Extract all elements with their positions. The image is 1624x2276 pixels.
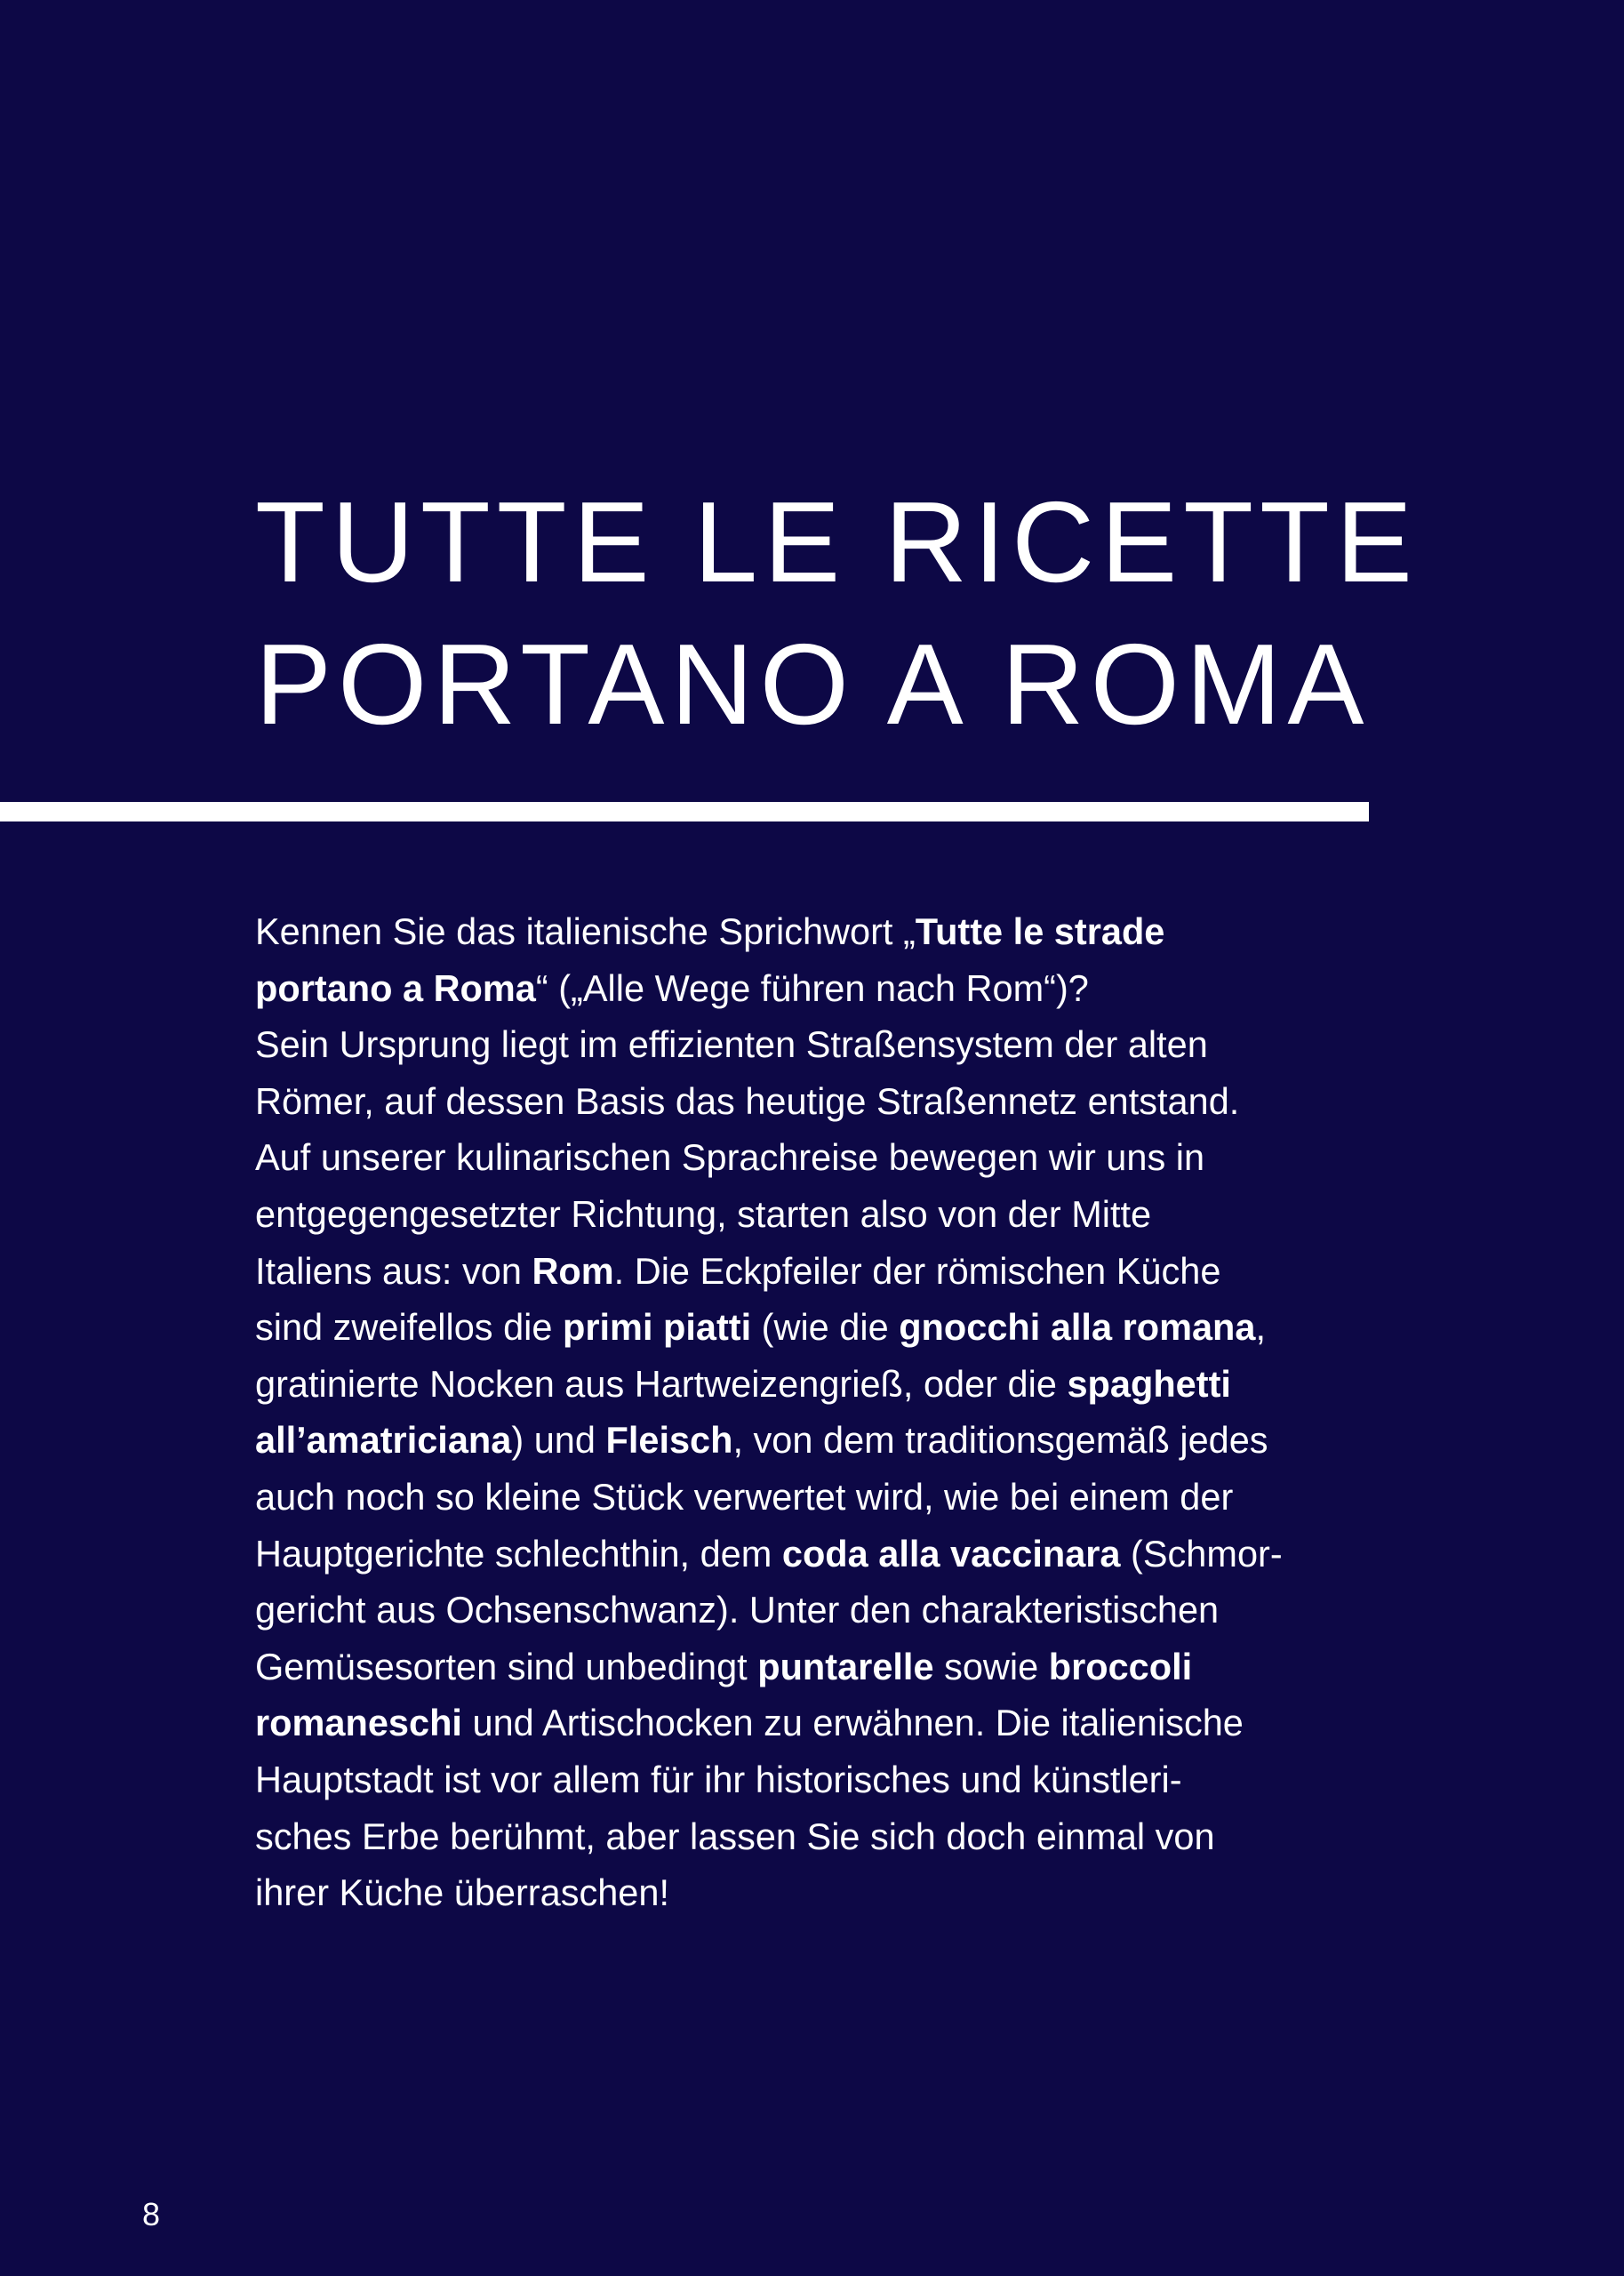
title-line-1: TUTTE LE RICETTE bbox=[255, 478, 1419, 606]
bold-term: gnocchi alla romana bbox=[899, 1306, 1256, 1349]
bold-term: broccoli bbox=[1048, 1645, 1193, 1687]
text-run: ihrer Küche überraschen! bbox=[255, 1871, 669, 1914]
page-number: 8 bbox=[142, 2196, 161, 2232]
text-run: auch noch so kleine Stück verwertet wird, wie bei einem der bbox=[255, 1475, 1234, 1518]
text-run: sowie bbox=[933, 1645, 1049, 1687]
bold-term: all’amatriciana bbox=[255, 1419, 512, 1462]
text-run: Sein Ursprung liegt im effizienten Straßensystem der alten bbox=[255, 1023, 1208, 1066]
paragraph-line bbox=[255, 1186, 1375, 1243]
bold-term: spaghetti bbox=[1067, 1362, 1231, 1405]
bold-term: primi piatti bbox=[563, 1306, 752, 1349]
text-run: Hauptgerichte schlechthin, dem bbox=[255, 1532, 782, 1575]
text-run: (wie die bbox=[751, 1306, 900, 1349]
text-run: sches Erbe berühmt, aber lassen Sie sich doch einmal von bbox=[255, 1815, 1215, 1857]
title-divider-rule bbox=[0, 802, 1369, 821]
paragraph-line bbox=[255, 1808, 1375, 1865]
text-run: sind zweifellos die bbox=[255, 1306, 564, 1349]
paragraph-line bbox=[255, 1356, 1375, 1413]
intro-paragraph bbox=[255, 903, 1375, 1921]
text-run: Italiens aus: von bbox=[255, 1249, 532, 1292]
paragraph-line bbox=[255, 1129, 1375, 1186]
bold-term: Fleisch bbox=[605, 1419, 733, 1462]
paragraph-line bbox=[255, 1243, 1375, 1300]
paragraph-line bbox=[255, 1016, 1375, 1073]
text-run: “ („Alle Wege führen nach Rom“)? bbox=[535, 966, 1089, 1009]
bold-term: portano a Roma bbox=[255, 966, 536, 1009]
paragraph-line bbox=[255, 1695, 1375, 1751]
text-run: und Artischocken zu erwähnen. Die italienische bbox=[461, 1702, 1244, 1744]
text-run: Hauptstadt ist vor allem für ihr historisches und künstleri- bbox=[255, 1758, 1182, 1800]
text-run: ) und bbox=[511, 1419, 606, 1462]
bold-term: coda alla vaccinara bbox=[781, 1532, 1121, 1575]
text-run: , von dem traditionsgemäß jedes bbox=[732, 1419, 1268, 1462]
text-run: Auf unserer kulinarischen Sprachreise bewegen wir uns in bbox=[255, 1136, 1205, 1179]
paragraph-line bbox=[255, 1864, 1375, 1921]
text-run: Römer, auf dessen Basis das heutige Straßennetz entstand. bbox=[255, 1079, 1240, 1122]
text-run: Kennen Sie das italienische Sprichwort „ bbox=[255, 910, 916, 952]
title-line-2: PORTANO A ROMA bbox=[255, 621, 1371, 749]
text-run: gericht aus Ochsenschwanz). Unter den charakteristischen bbox=[255, 1589, 1220, 1631]
text-run: entgegengesetzter Richtung, starten also von der Mitte bbox=[255, 1192, 1152, 1235]
bold-term: Tutte le strade bbox=[915, 910, 1165, 952]
text-run: (Schmor- bbox=[1120, 1532, 1283, 1575]
paragraph-line bbox=[255, 1639, 1375, 1695]
text-run: . Die Eckpfeiler der römischen Küche bbox=[613, 1249, 1221, 1292]
paragraph-line bbox=[255, 1469, 1375, 1526]
paragraph-line bbox=[255, 1526, 1375, 1583]
paragraph-line bbox=[255, 960, 1375, 1017]
paragraph-line bbox=[255, 903, 1375, 960]
text-run: gratinierte Nocken aus Hartweizengrieß, oder die bbox=[255, 1362, 1068, 1405]
bold-term: romaneschi bbox=[255, 1702, 462, 1744]
bold-term: puntarelle bbox=[757, 1645, 934, 1687]
text-run: , bbox=[1255, 1306, 1267, 1349]
bold-term: Rom bbox=[532, 1249, 614, 1292]
paragraph-line bbox=[255, 1299, 1375, 1356]
paragraph-line bbox=[255, 1582, 1375, 1639]
paragraph-line bbox=[255, 1412, 1375, 1469]
paragraph-line bbox=[255, 1751, 1375, 1808]
text-run: Gemüsesorten sind unbedingt bbox=[255, 1645, 758, 1687]
paragraph-line bbox=[255, 1073, 1375, 1130]
page-title bbox=[255, 471, 1419, 756]
